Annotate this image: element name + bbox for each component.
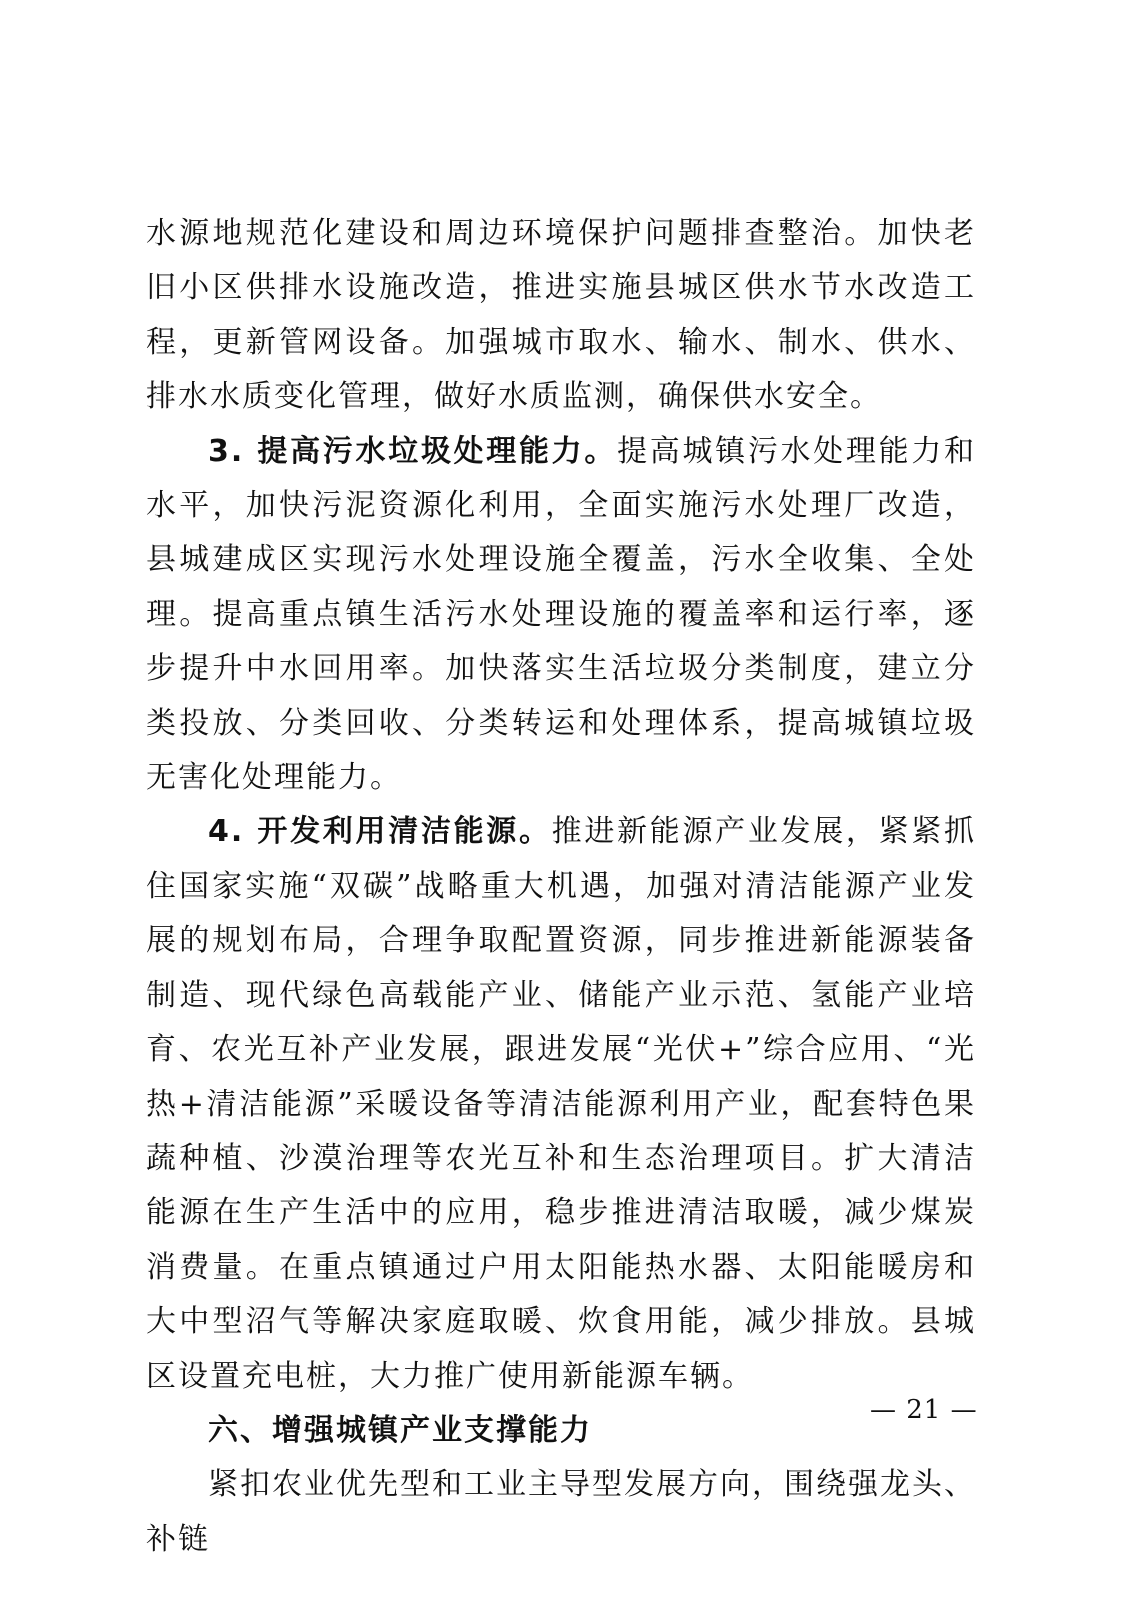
item-3-lead: 3. 提高污水垃圾处理能力。 bbox=[208, 433, 618, 469]
paragraph-text: 水源地规范化建设和周边环境保护问题排查整治。加快老旧小区供排水设施改造，推进实施县城区供水节水改造工程，更新管网设备。加强城市取水、输水、制水、供水、排水水质变化管理，做好水质监测，确保供水安全。 bbox=[146, 216, 976, 415]
paragraph-item-3 bbox=[146, 425, 976, 806]
paragraph-item-4 bbox=[146, 805, 976, 1403]
paragraph-water-supply bbox=[146, 207, 976, 425]
section-intro: 紧扣农业优先型和工业主导型发展方向，围绕强龙头、补链 bbox=[146, 1467, 976, 1557]
body-text bbox=[146, 207, 976, 1567]
section-heading: 六、增强城镇产业支撑能力 bbox=[208, 1412, 592, 1448]
page-number: — 21 — bbox=[870, 1395, 978, 1425]
item-3-text: 提高城镇污水处理能力和水平，加快污泥资源化利用，全面实施污水处理厂改造，县城建成区实现污水处理设施全覆盖，污水全收集、全处理。提高重点镇生活污水处理设施的覆盖率和运行率，逐步提升中水回用率。加快落实生活垃圾分类制度，建立分类投放、分类回收、分类转运和处理体系，提高城镇垃圾无害化处理能力。 bbox=[146, 433, 977, 796]
item-4-lead: 4. 开发利用清洁能源。 bbox=[208, 814, 552, 850]
item-4-text: 推进新能源产业发展，紧紧抓住国家实施“双碳”战略重大机遇，加强对清洁能源产业发展的规划布局，合理争取配置资源，同步推进新能源装备制造、现代绿色高载能产业、储能产业示范、氢能产业培育、农光互补产业发展，跟进发展“光伏+”综合应用、“光热+清洁能源”采暖设备等清洁能源利用产业，配套特色果蔬种植、沙漠治理等农光互补和生态治理项目。扩大清洁能源在生产生活中的应用，稳步推进清洁取暖，减少煤炭消费量。在重点镇通过户用太阳能热水器、太阳能暖房和大中型沼气等解决家庭取暖、炊食用能，减少排放。县城区设置充电桩，大力推广使用新能源车辆。 bbox=[146, 814, 977, 1394]
